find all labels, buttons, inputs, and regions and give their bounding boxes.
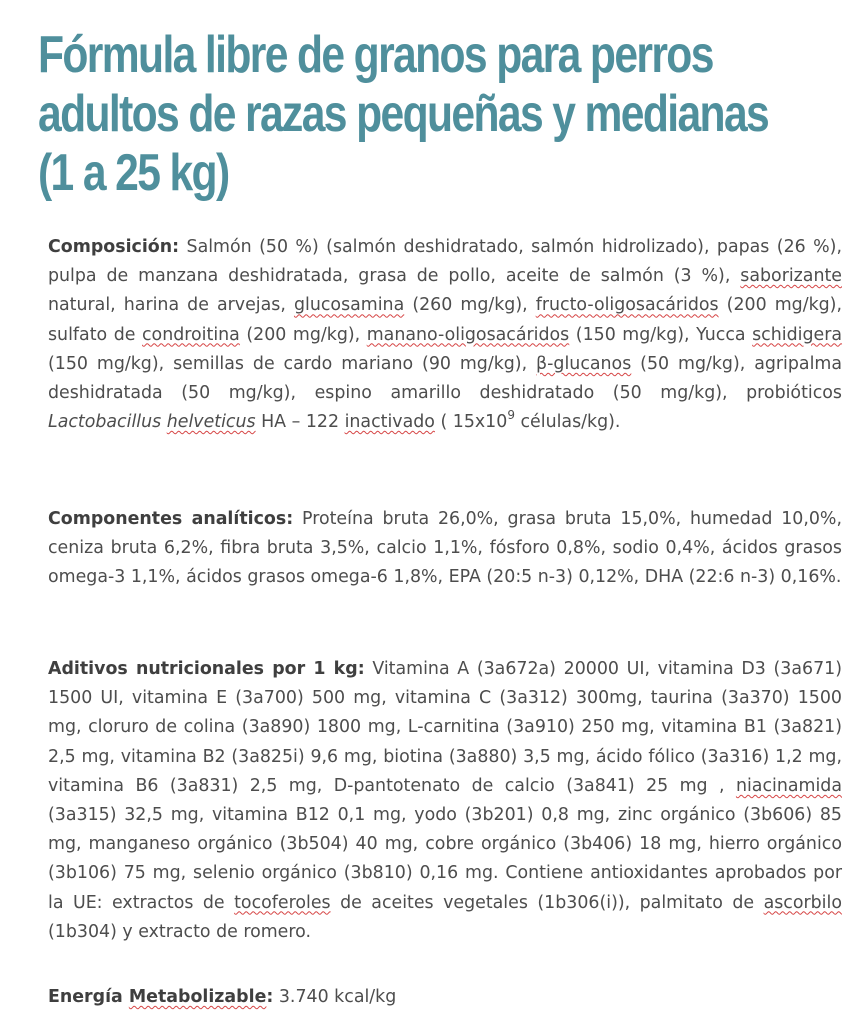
spellcheck-word: manano-oligosacáridos (366, 324, 570, 345)
energy-label (48, 987, 273, 1007)
analytical-section (48, 505, 842, 593)
additives-label: Aditivos nutricionales por 1 kg: (48, 659, 365, 679)
spellcheck-word: schidigera (752, 324, 843, 345)
title-line-1: Fórmula libre de granos para perros (38, 26, 713, 84)
spellcheck-word: ascorbilo (763, 892, 842, 913)
additives-text: (1b304) y extracto de romero. (48, 921, 312, 942)
composition-text: (260 mg/kg), (404, 295, 536, 316)
composition-text: ( 15x10 (434, 412, 508, 433)
spellcheck-word: saborizante (740, 266, 842, 287)
composition-text: Salmón (50 %) (salmón deshidratado, salmón hidrolizado), papas (26 %), pulpa de manzana deshidratada, grasa de pollo, aceite de salmón (3 %), (48, 237, 842, 287)
additives-text: (3a315) 32,5 mg, vitamina B12 0,1 mg, yodo (3b201) 0,8 mg, zinc orgánico (3b606) 85 mg, manganeso orgánico (3b504) 40 mg, cobre orgánico (3b406) 18 mg, hierro orgánico (3b106) 75 mg, selenio orgánico (3b810) 0,16 mg. Contiene antioxidantes aprobados por la UE: extractos de (48, 805, 842, 913)
spellcheck-word: β-glucanos (536, 353, 632, 374)
additives-section (48, 655, 842, 947)
superscript: 9 (507, 408, 515, 423)
spellcheck-word: glucosamina (293, 295, 405, 316)
composition-text: (50 mg/kg), agripalma deshidratada (50 mg/kg), espino amarillo deshidratado (50 mg/kg), probióticos (48, 353, 842, 404)
composition-text: (150 mg/kg), Yucca (569, 324, 753, 345)
spellcheck-word: condroitina (142, 324, 240, 345)
composition-text: HA – 122 (255, 412, 345, 433)
page-title (38, 26, 769, 203)
additives-text: Vitamina A (3a672a) 20000 UI, vitamina D3 (3a671) 1500 UI, vitamina E (3a700) 500 mg, vitamina C (3a312) 300mg, taurina (3a370) 1500 mg, cloruro de colina (3a890) 1800 mg, L-carnitina (3a910) 250 mg, vitamina B1 (3a821) 2,5 mg, vitamina B2 (3a825i) 9,6 mg, biotina (3a880) 3,5 mg, ácido fólico (3a316) 1,2 mg, vitamina B6 (3a831) 2,5 mg, D-pantotenato de calcio (3a841) 25 mg , (48, 659, 843, 796)
composition-text: (150 mg/kg), semillas de cardo mariano (90 mg/kg), (48, 353, 537, 374)
title-line-2: adultos de razas pequeñas y medianas (38, 85, 769, 143)
energy-label-a: Energía (48, 987, 129, 1007)
additives-text: de aceites vegetales (1b306(i)), palmitato de (330, 892, 764, 913)
spellcheck-word: niacinamida (735, 775, 842, 796)
spellcheck-word: fructo-oligosacáridos (535, 295, 719, 316)
energy-label-c: : (266, 987, 274, 1007)
composition-label: Composición: (48, 237, 180, 257)
spellcheck-word: helveticus (166, 412, 256, 433)
composition-text: (200 mg/kg), (239, 324, 367, 345)
energy-section (48, 983, 842, 1012)
species-italic: Lactobacillus (48, 412, 162, 433)
spellcheck-word: inactivado (344, 412, 435, 433)
spellcheck-word: tocoferoles (234, 892, 331, 913)
analytical-label: Componentes analíticos: (48, 509, 294, 529)
composition-section (48, 233, 842, 437)
spellcheck-word: Metabolizable (128, 987, 267, 1007)
energy-value: 3.740 kcal/kg (273, 987, 397, 1007)
composition-text: natural, harina de arvejas, (48, 295, 294, 316)
composition-text: células/kg). (514, 412, 621, 433)
title-line-3: (1 a 25 kg) (38, 144, 229, 202)
analytical-text: Proteína bruta 26,0%, grasa bruta 15,0%, humedad 10,0%, ceniza bruta 6,2%, fibra bruta 3,5%, calcio 1,1%, fósforo 0,8%, sodio 0,4%, ácidos grasos omega-3 1,1%, ácidos grasos omega-6 1,8%, EPA (20:5 n-3) 0,12%, DHA (22:6 n-3) 0,16%. (48, 509, 842, 588)
composition-text: (200 mg/kg), sulfato de (48, 295, 842, 345)
